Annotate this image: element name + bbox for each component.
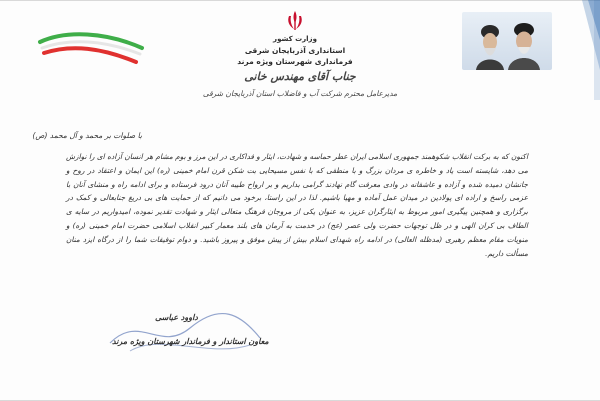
government-header	[215, 10, 375, 67]
addressee-title: جناب آقای مهندس خانی	[244, 70, 356, 83]
signature-scribble	[100, 303, 270, 363]
letter-body	[66, 150, 528, 260]
signatory-title: معاون استاندار و فرماندار شهرستان ویژه مرند	[112, 337, 269, 346]
ministry-name: وزارت کشور	[273, 35, 317, 43]
iran-emblem-icon	[285, 10, 305, 32]
salutation: با صلوات بر محمد و آل محمد (ص)	[32, 131, 142, 140]
flag-swoosh-icon	[36, 22, 146, 72]
governorate-office: فرمانداری شهرستان ویژه مرند	[237, 57, 353, 66]
leaders-portrait-image	[462, 12, 552, 70]
signatory-name: داوود عباسی	[155, 313, 198, 322]
province-office: استانداری آذربایجان شرقی	[244, 46, 346, 55]
addressee-subtitle: مدیرعامل محترم شرکت آب و فاضلاب استان آذربایجان شرقی	[202, 89, 398, 98]
top-border	[0, 0, 600, 1]
body-paragraph: اکنون که به برکت انقلاب شکوهمند جمهوری اسلامی ایران عطر حماسه و شهادت، ایثار و فداکاری در این مرز و بوم مشام هر انسان آزاده ای را نوازش می دهد، شایسته است یاد و خاطره ی مردان بزرگ و با منطقی که با نفس مسیحایی بت شکن قرن امام خمینی (ره) این ایمان و اعتقاد در روح و جانشان دمیده شده و آزاده و عاشقانه در وادی معرفت گام نهادند گرامی بداریم و بر ارواح طیبه آنان درود فرستاده و برای ادامه راه و منشای آنان با عزمی راسخ و اراده ای پولادین در میدان عمل آماده و مهیا باشیم. لذا در این راستا، برخود می دانیم که از حمایت های بی دریغ جنابعالی و کمک در برگزاری و همچنین پیگیری امور مربوط به ایثارگران عزیز، به عنوان یکی از مروجان فرهنگ متعالی ایثار و شهادت تقدیر نموده، امیدواریم در سایه ی الطاف بی کران الهی و در ظل توجهات حضرت ولی عصر (عج) در خدمت به آرمان های بلند معمار کبیر انقلاب اسلامی حضرت امام خمینی (ره) و منویات مقام معظم رهبری (مدظله العالی) در ادامه راه شهدای اسلام بیش از پیش موفق و پیروز باشید. و دوام توفیقات شما را از درگاه ایزد منان مسألت داریم.	[66, 152, 528, 258]
corner-stripes-decoration	[540, 0, 600, 100]
